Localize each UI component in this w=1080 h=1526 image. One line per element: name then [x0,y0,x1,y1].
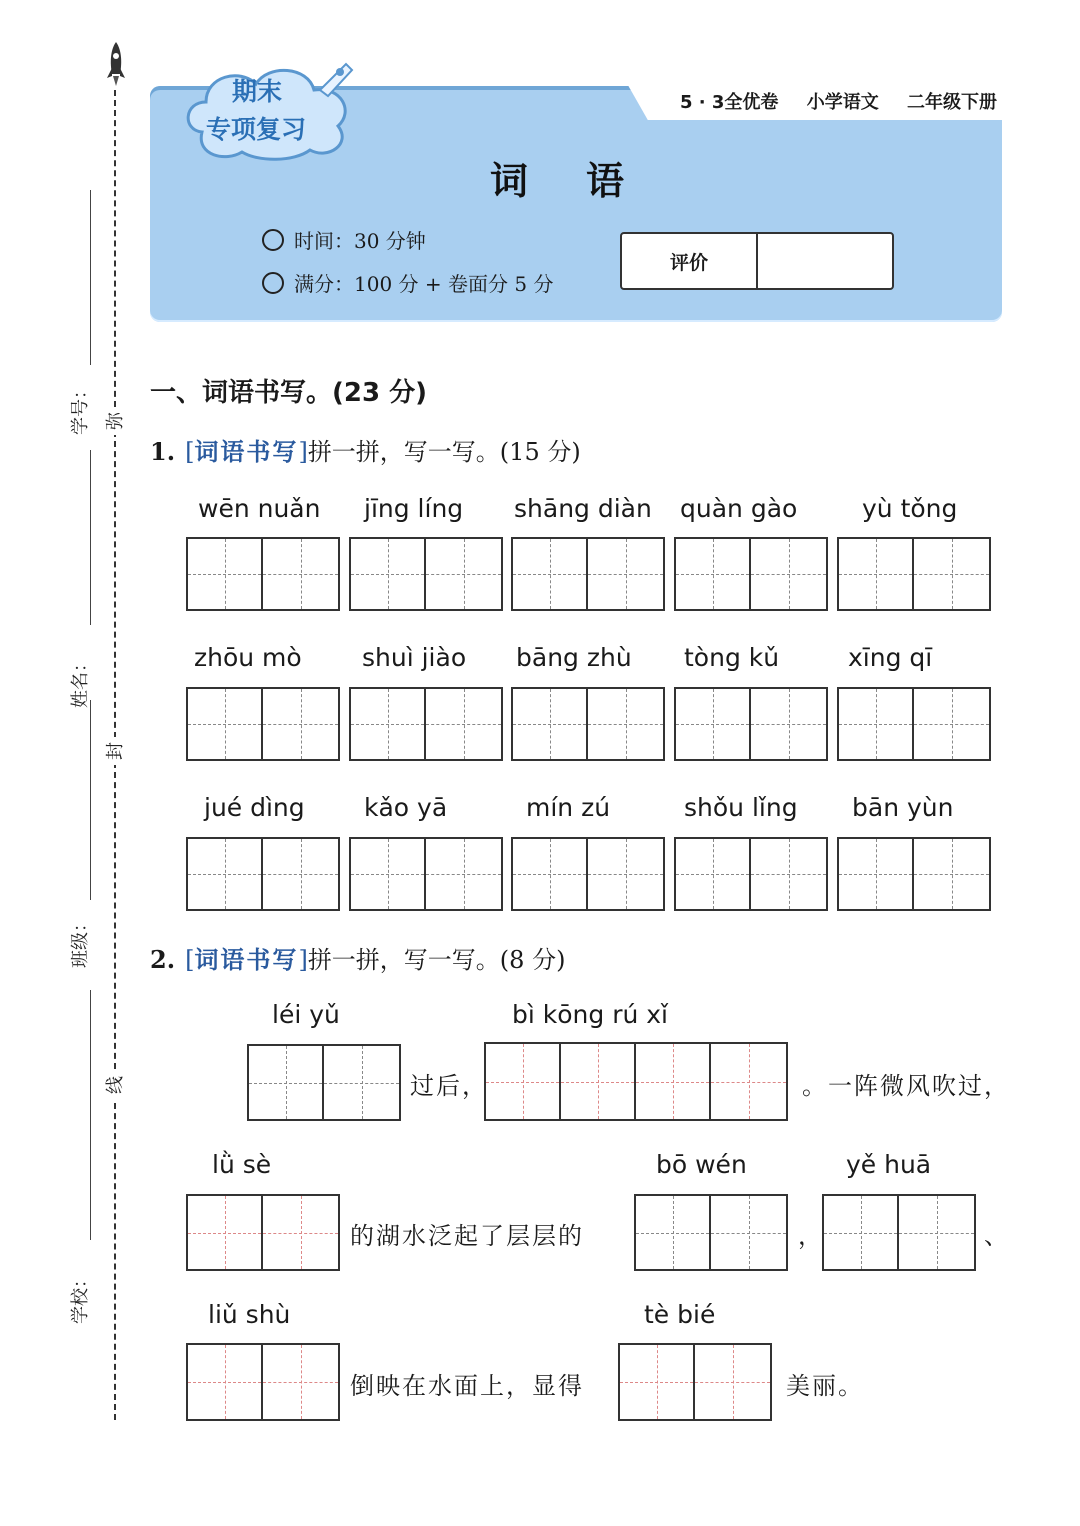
pinyin: wēn nuǎn [198,494,321,523]
book-subject: 小学语文 [806,92,879,113]
evaluation-label: 评价 [622,234,758,288]
page-title: 词语 [490,159,683,203]
writing-grid[interactable] [674,537,828,611]
pinyin: yù tǒng [862,494,958,523]
pinyin: shǒu lǐng [684,793,798,822]
question-2-text: 拼一拼，写一写。(8 分) [307,946,566,974]
sentence-text: 。一阵微风吹过， [802,1072,1010,1100]
pinyin: shāng diàn [514,494,652,523]
writing-grid[interactable] [618,1343,772,1421]
question-1-number: 1. [150,437,176,466]
book-grade: 二年级下册 [906,92,997,113]
writing-grid[interactable] [186,1194,340,1271]
pinyin: léi yǔ [272,1000,340,1029]
pinyin: tè bié [644,1300,716,1329]
time-text: 时间：30 分钟 [294,229,426,253]
writing-grid[interactable] [837,837,991,911]
pinyin: liǔ shù [208,1300,291,1329]
sentence-text: ， [798,1222,824,1250]
pinyin: zhōu mò [194,643,302,672]
badge-line-1: 期末 [232,77,283,106]
question-1-heading: 1. [词语书写]拼一拼，写一写。(15 分) [150,437,581,466]
sentence-text: 、 [984,1222,1010,1250]
pinyin: jīng líng [364,494,464,523]
pinyin: bō wén [656,1150,747,1179]
sentence-text: 倒映在水面上，显得 [350,1372,584,1400]
pinyin: mín zú [526,793,611,822]
clock-icon [262,229,284,251]
writing-grid[interactable] [674,837,828,911]
writing-grid[interactable] [349,537,503,611]
pinyin: tòng kǔ [684,643,780,672]
writing-grid[interactable] [674,687,828,761]
pinyin: jué dìng [204,793,305,822]
pinyin: bāng zhù [516,643,632,672]
writing-grid[interactable] [822,1194,976,1271]
pinyin: lǜ sè [212,1150,272,1179]
sentence-text: 的湖水泛起了层层的 [350,1222,584,1250]
question-1-tag: 词语书写 [194,437,299,466]
time-info [262,225,426,254]
rocket-icon [104,40,128,90]
pinyin: bān yùn [852,793,954,822]
writing-grid[interactable] [349,837,503,911]
bind-char-feng: 封 [101,737,127,765]
writing-grid[interactable] [511,687,665,761]
class-line [90,700,91,900]
class-label: 班级： [70,914,91,968]
evaluation-box [620,232,894,290]
writing-grid[interactable] [511,537,665,611]
pinyin: yě huā [846,1150,932,1179]
writing-grid[interactable] [247,1044,401,1121]
check-circle-icon [262,272,284,294]
name-line [90,450,91,625]
score-text: 满分：100 分 + 卷面分 5 分 [294,272,554,296]
sentence-text: 过后， [410,1072,488,1100]
writing-grid[interactable] [186,537,340,611]
sentence-text: 美丽。 [786,1372,864,1400]
school-label: 学校： [70,1270,91,1324]
pinyin: kǎo yā [364,793,448,822]
score-info [262,268,553,297]
writing-grid[interactable] [186,687,340,761]
question-2-number: 2. [150,945,176,974]
badge-line-2: 专项复习 [206,115,307,144]
section-title: 一、词语书写。(23 分) [150,378,427,408]
evaluation-field[interactable] [758,234,892,288]
writing-grid[interactable] [186,1343,340,1421]
writing-grid[interactable] [837,537,991,611]
student-id-line [90,190,91,365]
pinyin: shuì jiào [362,643,467,672]
pinyin: quàn gào [680,494,798,523]
student-id-label: 学号： [70,381,91,435]
writing-grid[interactable] [837,687,991,761]
writing-grid[interactable] [349,687,503,761]
question-2-heading: 2. [词语书写]拼一拼，写一写。(8 分) [150,945,566,974]
pinyin: xīng qī [848,643,933,672]
name-label: 姓名： [70,654,91,708]
school-line [90,990,91,1240]
pinyin: bì kōng rú xǐ [512,1000,669,1029]
book-series: 5 · 3全优卷 [680,92,779,113]
writing-grid[interactable] [511,837,665,911]
question-2-tag: 词语书写 [194,945,299,974]
writing-grid[interactable] [186,837,340,911]
writing-grid[interactable] [484,1042,788,1121]
question-1-text: 拼一拼，写一写。(15 分) [307,438,581,466]
bind-char-xian: 线 [101,1071,127,1099]
bind-char-mi: 弥 [101,407,127,435]
writing-grid[interactable] [634,1194,788,1271]
book-info [680,88,1019,114]
